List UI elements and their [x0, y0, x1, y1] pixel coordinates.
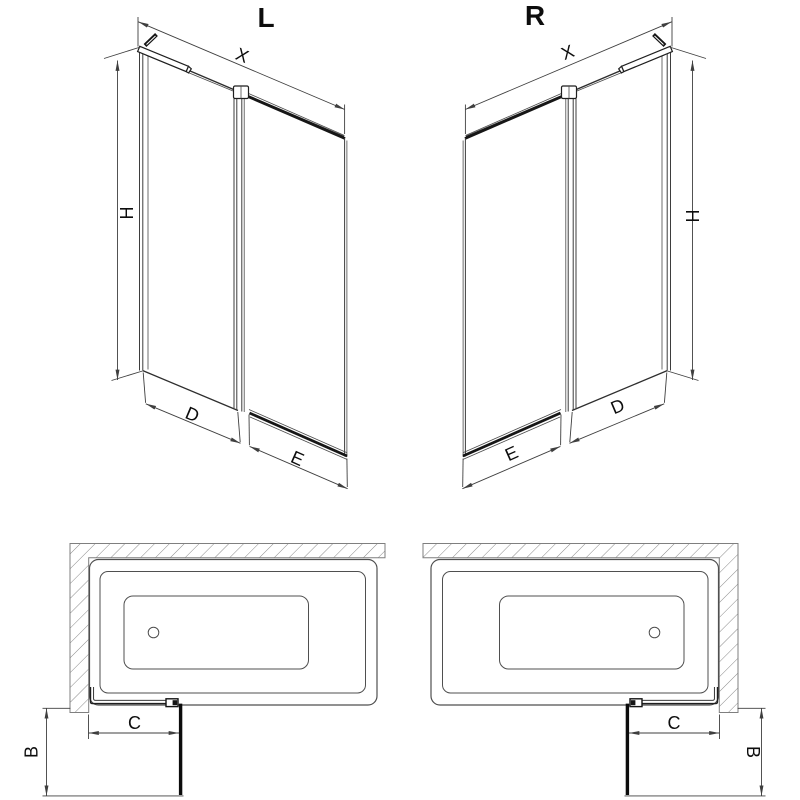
dim-label-x-left: X	[232, 43, 252, 67]
variant-label-right: R	[524, 0, 546, 31]
elevation-left-view	[104, 17, 348, 489]
dim-label-e-left: E	[287, 446, 307, 471]
dim-label-d-right: D	[607, 394, 628, 419]
dim-label-c-left: C	[128, 713, 141, 733]
dim-label-c-right: C	[667, 713, 681, 733]
dim-label-b-left: B	[21, 745, 42, 759]
plan-left-view	[43, 560, 378, 796]
elevation-right-view	[462, 17, 706, 489]
dim-label-b-right: B	[743, 745, 763, 759]
dim-label-h-left: H	[117, 206, 137, 220]
plan-right-view	[431, 560, 766, 796]
dim-label-x-right: X	[558, 40, 578, 64]
dim-label-e-right: E	[502, 441, 522, 466]
variant-label-left: L	[257, 2, 275, 33]
dim-label-h-right: H	[682, 209, 702, 223]
dim-label-d-left: D	[182, 402, 203, 427]
